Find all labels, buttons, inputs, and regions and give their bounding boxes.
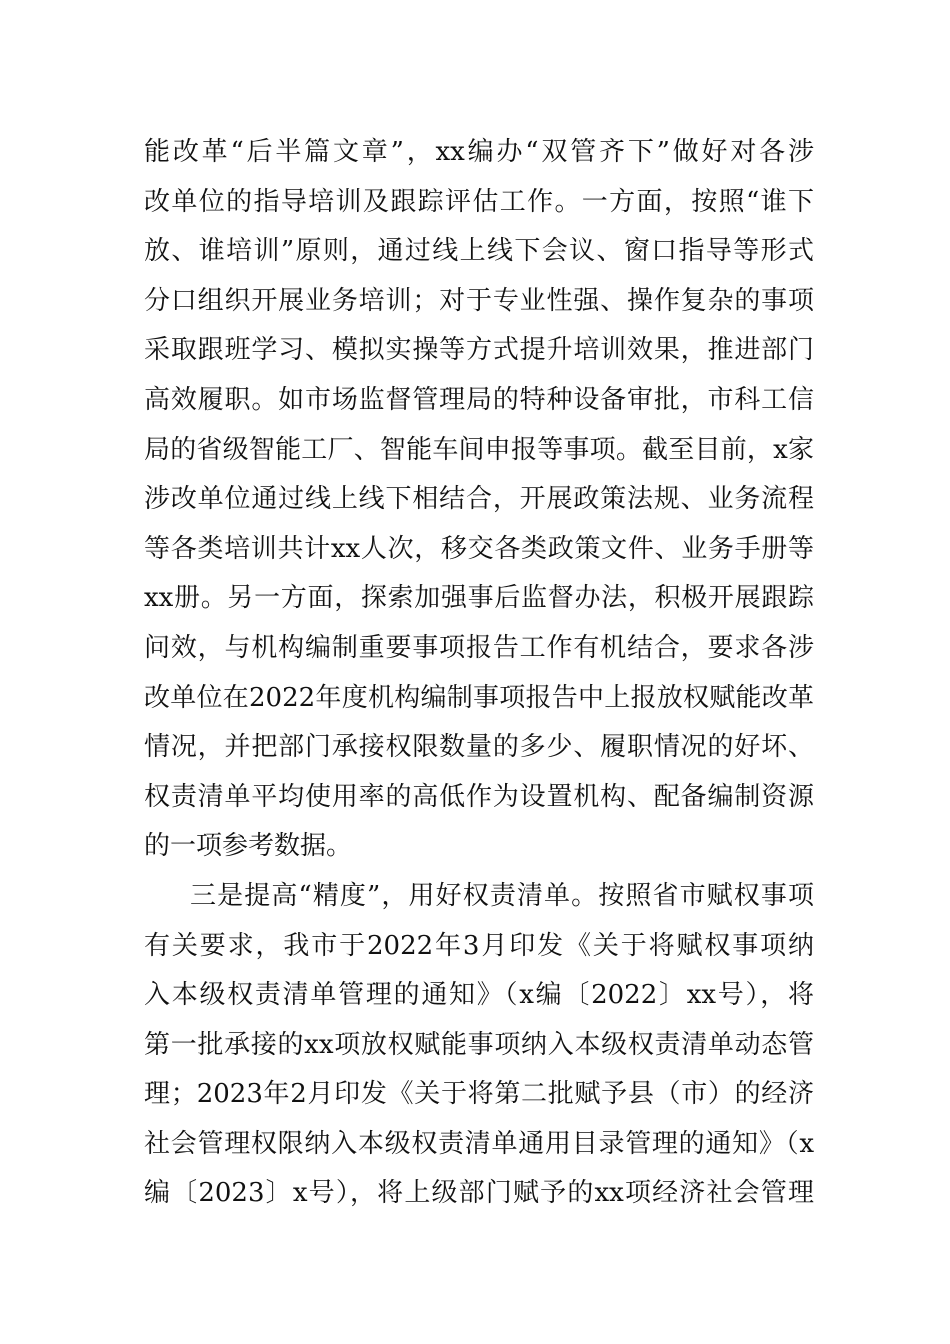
text-line: 改单位在2022年度机构编制事项报告中上报放权赋能改革 (144, 682, 814, 713)
text-line: 问效，与机构编制重要事项报告工作有机结合，要求各涉 (144, 632, 814, 663)
text-line: 情况，并把部门承接权限数量的多少、履职情况的好坏、 (144, 732, 814, 763)
text-line: xx册。另一方面，探索加强事后监督办法，积极开展跟踪 (144, 583, 814, 614)
paragraph (144, 128, 814, 872)
text-line: 涉改单位通过线上线下相结合，开展政策法规、业务流程 (144, 484, 814, 515)
text-line: 的一项参考数据。 (144, 831, 353, 862)
text-line: 等各类培训共计xx人次，移交各类政策文件、业务手册等 (144, 533, 814, 564)
text-line: 编〔2023〕x号），将上级部门赋予的xx项经济社会管理 (144, 1178, 814, 1209)
text-line: 能改革“后半篇文章”，xx编办“双管齐下”做好对各涉 (144, 137, 814, 167)
text-line: 权责清单平均使用率的高低作为设置机构、配备编制资源 (144, 781, 814, 812)
text-line: 分口组织开展业务培训；对于专业性强、操作复杂的事项 (144, 285, 814, 316)
text-line: 有关要求，我市于2022年3月印发《关于将赋权事项纳 (144, 930, 814, 961)
text-line: 三是提高“精度”，用好权责清单。按照省市赋权事项 (190, 880, 814, 911)
text-line: 高效履职。如市场监督管理局的特种设备审批，市科工信 (144, 384, 814, 415)
text-line: 改单位的指导培训及跟踪评估工作。一方面，按照“谁下 (144, 186, 814, 217)
text-line: 第一批承接的xx项放权赋能事项纳入本级权责清单动态管 (144, 1029, 814, 1060)
paragraph (144, 872, 814, 1219)
text-line: 入本级权责清单管理的通知》（x编〔2022〕xx号），将 (144, 980, 814, 1011)
text-line: 放、谁培训”原则，通过线上线下会议、窗口指导等形式 (144, 236, 814, 267)
text-line: 理；2023年2月印发《关于将第二批赋予县（市）的经济 (144, 1079, 814, 1110)
text-line: 采取跟班学习、模拟实操等方式提升培训效果，推进部门 (144, 335, 814, 366)
text-line: 局的省级智能工厂、智能车间申报等事项。截至目前，x家 (144, 434, 814, 465)
text-line: 社会管理权限纳入本级权责清单通用目录管理的通知》（x (144, 1128, 814, 1159)
document-body (144, 128, 814, 1219)
